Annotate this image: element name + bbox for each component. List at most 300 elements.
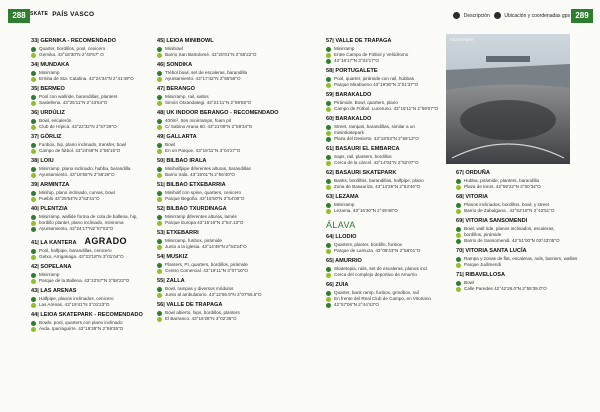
location-icon [326,303,331,308]
entry-line-text: 42°57'06"N 2°44'43"O [334,302,379,307]
description-icon [326,291,331,296]
location-icon [456,287,461,292]
skatepark-entry [31,38,171,58]
entry-line-text: Barrio Irala. 43°15'01"N 2°56'40"O [165,172,235,177]
entry-line-text: bordillo planter, plano inclinado, miniroma [39,220,124,225]
entry-title-text: 48| UK INDOOR BERANGO - RECOMENDADO [157,110,279,116]
entry-line [456,238,596,244]
entry-line-text: Trébol bowl, set de escaleras, barandilla [165,70,248,75]
entry-title-text: 36| URDÚLIZ [31,110,65,116]
entry-line [31,226,171,232]
skatepark-entry [157,86,297,106]
entry-line [326,302,466,308]
entry-line-text: Cerca del complejo deportivo de Amurrio [334,272,417,277]
entry-line-text: Avda. Iparraguirre. 43°19'38"N 2°59'35"O [39,326,124,331]
location-icon [326,161,331,166]
entry-line-text: Calle Paredes 42°42'26.0"N 2°55'39.0"O [464,286,547,291]
location-icon [456,209,461,214]
entry-line [157,292,297,298]
entry-line-text: minirskatepark [334,130,364,135]
entry-line-text: C/ Sabino Arana 60. 43°21'09"N 2°59'34"O [165,124,253,129]
description-icon [326,101,331,106]
entry-line-text: Sasiellena. 43°25'11"N 2°43'54"O [39,100,108,105]
entry-line [326,208,466,214]
entry-line-text: Street, rampas, barandillas, similar a un [334,124,415,129]
location-icon [326,59,331,64]
entry-line-text: Rampa y zonas de flat, escaleras, rails, barriers, wallies [464,256,578,261]
entry-line-text: Minirramp [39,70,60,75]
entry-title [157,230,297,236]
description-icon [31,143,36,148]
skatepark-entry [456,194,596,214]
skatepark-entry [31,86,171,106]
entry-title-text: 64| LLODIO [326,234,357,240]
entry-title [456,194,596,200]
description-icon [326,179,331,184]
entry-title-text: 50| BILBAO IRALA [157,158,207,164]
entry-line-text: 43°18'17"N 3°02'17"O [334,58,379,63]
entry-line-text: Pueblo 43°25'54"N 2°53'41"O [39,196,100,201]
entry-title [31,134,171,140]
entry-line-text: bordillos, pirámide [464,232,502,237]
location-icon [494,12,501,19]
entry-line [31,302,171,308]
location-icon [31,255,36,260]
entry-line [31,172,171,178]
column-left [31,38,171,336]
skatepark-entry [157,158,297,178]
header-prefix: SKATE [30,11,49,18]
entry-title-text: 37| GÓRLIZ [31,134,62,140]
description-icon [326,155,331,160]
entry-line-text: Hubba, pirámide, planters, barandilla [464,178,540,183]
entry-line-text: Planos inclinados, bordillos, bowl, y street [464,202,550,207]
entry-line-text: En un Parque. 43°19'11"N 3°04'27"O [165,148,241,153]
entry-title-text: 42| SOPELANA [31,264,72,270]
location-icon [157,221,162,226]
entry-line-text: Bowls, pool, quarters con plano inclinado [39,320,123,325]
entry-line [157,220,297,226]
entry-title-text: 55| ZALLA [157,278,185,284]
location-icon [31,327,36,332]
entry-line [157,244,297,250]
skatepark-entry [326,258,466,278]
location-icon [31,303,36,308]
location-icon [456,185,461,190]
skatepark-entry [31,182,171,202]
legend-description: Descripción [463,12,490,19]
skatepark-entry [157,134,297,154]
description-icon [31,71,36,76]
entry-line-text: Las Arenas. 43°19'41"N 3°01'23"O [39,302,110,307]
description-icon [456,257,461,262]
entry-line [326,272,466,278]
entry-title-text: 35| BERMEO [31,86,65,92]
entry-line-text: Minirramp, wallide forma de cola de ballena, hip, [39,214,138,219]
entry-title [31,62,171,68]
description-icon [31,297,36,302]
entry-title-text: 63| LEZAMA [326,194,359,200]
entry-line-text: Barrio de Zabalgana . 42°52'16"N 2°42'51"O [464,208,555,213]
entry-line-text: Plaza del Desierto. 43°18'03"N 2°59'13"O [334,136,419,141]
description-icon [31,249,36,254]
entry-title [157,254,297,260]
entry-title [157,86,297,92]
entry-title [326,194,466,200]
location-icon [157,101,162,106]
skatepark-entry [326,282,466,308]
entry-title [157,206,297,212]
entry-title [31,236,171,246]
entry-title-text: 58| PORTUGALETE [326,68,378,74]
location-icon [157,77,162,82]
description-icon [456,281,461,286]
entry-line-text: Saps, rail, planters, bordillos [334,154,392,159]
entry-line [326,136,466,142]
entry-title-text: 68| VITORIA [456,194,488,200]
entry-title [456,170,596,176]
description-icon [326,243,331,248]
skatepark-entry [157,254,297,274]
entry-title [456,248,596,254]
entry-title-text: 44| LEIOA SKATEPARK - RECOMENDADO [31,312,143,318]
skatepark-entry [157,62,297,82]
entry-title [157,302,297,308]
entry-title-text: 66| ZUIA [326,282,349,288]
location-icon [157,149,162,154]
entry-line-text: Minirramp, plano inclinado, hubba, barandilla [39,166,131,171]
description-icon [157,287,162,292]
entry-title-text: 62| BASAURI SKATEPARK [326,170,397,176]
entry-line [157,148,297,154]
photo-caption: SKATEPARK [450,38,475,42]
entry-line-text: Parque Europa 43°15'19"N 2°54'.13"O [165,220,244,225]
skatepark-entry [326,146,466,166]
entry-line [456,208,596,214]
entry-title-text: 41| LA KANTERA [31,240,77,246]
entry-line [157,172,297,178]
description-icon [326,267,331,272]
entry-line [31,148,171,154]
description-icon [453,12,460,19]
column-right-1 [326,38,466,312]
skatepark-entry [456,218,596,244]
entry-title-text: 71| RIBAVELLOSA [456,272,506,278]
entry-line [31,52,171,58]
location-icon [456,263,461,268]
location-icon [31,173,36,178]
page-number-left: 288 [8,9,30,23]
brand-logo: AGRADO [84,236,127,246]
skatepark-entry [456,272,596,292]
entry-title-text: 59| BARAKALDO [326,92,372,98]
description-icon [157,167,162,172]
entry-line-text: Zona de Basauriza. 43°14'35"N 2°53'46"O [334,184,421,189]
entry-line-text: Ayuntamiento. 43°16'55"N 2°56'26"O [39,172,115,177]
entry-line [157,268,297,274]
skatepark-entry [157,110,297,130]
entry-title-text: 47| BERANGO [157,86,195,92]
skatepark-entry [326,170,466,190]
entry-line-text: Ermita de Sta. Catalina. 43°24'34"N 2°41'49"O [39,76,134,81]
location-icon [326,209,331,214]
entry-line-text: Skatetopia, rails, set de escaleras, planos incl. [334,266,429,271]
entry-title-text: 56| VALLE DE TRAPAGA [157,302,223,308]
skatepark-entry [157,230,297,250]
skatepark-entry [31,206,171,232]
description-icon [157,239,162,244]
skatepark-entry [31,312,171,332]
entry-line-text: En frente del Real Club de Campo, en Vitoriano [334,296,431,301]
entry-title-text: 52| BILBAO TXURDINAGA [157,206,227,212]
entry-line-text: Minihalfpipe diferentes alturas, barandillas [165,166,251,171]
description-icon [157,71,162,76]
entry-line-text: 400m², tres minirramps, foam pit [165,118,232,123]
entry-line-text: Centro Comercial. 43°19'11"N 3°07'10"O [165,268,248,273]
entry-line-text: Parque de Lamuza. 43°08'43"N 2°58'01"O [334,248,421,253]
location-icon [326,137,331,142]
entry-line-text: Bowl, escalerón [39,118,72,123]
description-icon [31,167,36,172]
location-icon [157,317,162,322]
location-icon [157,245,162,250]
entry-title-text: 60| BARAKALDO [326,116,372,122]
entry-line-text: Minihalf con spine, quarters, cenicero [165,190,242,195]
entry-line-text: Planters, PI, quarters, bordillos, pirámide [165,262,248,267]
entry-line-text: Minirramp [334,46,355,51]
entry-title [31,158,171,164]
skatepark-entry [31,236,171,260]
location-icon [456,233,461,238]
entry-line-text: Parque Mirabueno 43°19'30"N 3°01'37"O [334,82,419,87]
entry-line [157,76,297,82]
location-icon [31,101,36,106]
entry-title [31,264,171,270]
entry-line-text: Getxo, Arriganaga. 43°23'18"N 3°01'04"O [39,254,124,259]
location-icon [31,125,36,130]
entry-line-text: Quarter, bank ramp, funbox, grindbox, rail [334,290,419,295]
skatepark-entry [31,158,171,178]
entry-line [157,196,297,202]
description-icon [31,273,36,278]
column-right-2 [456,170,596,296]
entry-line [31,124,171,130]
entry-line [326,106,466,112]
entry-line-text: Plaza de toros. 42°59'22"N 3°00'34"O [464,184,541,189]
skatepark-entry [326,194,466,214]
entry-line [157,100,297,106]
location-icon [31,77,36,82]
description-icon [31,95,36,100]
entry-title-text: 51| BILBAO ETXEBARRIA [157,182,226,188]
entry-line-text: Junto al ambulatorio. 43°12'55.9"N 3°07'55.5"O [165,292,262,297]
entry-line [326,248,466,254]
entry-line [157,316,297,322]
description-icon [157,143,162,148]
entry-line-text: Simón Otxandategi. 43°21'11"N 2°59'55"O [165,100,252,105]
skatepark-entry [326,234,466,254]
description-icon [31,215,36,220]
page-number-right: 289 [571,9,593,23]
description-icon [326,203,331,208]
description-icon [157,191,162,196]
entry-line-text: Minirramp, rail, saltos [165,94,209,99]
column-middle [157,38,297,326]
entry-line-text: Entre Campo de Fútbol y Velódromo [334,52,409,57]
entry-line-text: Minirramp [334,202,355,207]
entry-line-text: Minihip, plano inclinado, curvas, bowl [39,190,115,195]
skatepark-entry [157,206,297,226]
skatepark-entry [326,68,466,88]
entry-line-text: Funbox, hip, plano inclinado, transfer, bowl [39,142,127,147]
entry-line-text: Gernika. 43°18'30"N 2°40'57" O [39,52,104,57]
entry-line [31,326,171,332]
entry-line [31,254,171,260]
location-icon [326,273,331,278]
entry-line-text: Campo de Fútbol. Luceruno. 43°18'11"N 2°59'07"O [334,106,439,111]
description-icon [31,321,36,326]
description-icon [456,227,461,232]
skatepark-entry [326,92,466,112]
entry-line-text: El Barranco. 43°16'28"N 3°02'35"O [165,316,237,321]
entry-title-text: 38| LOIU [31,158,54,164]
entry-title [157,62,297,68]
skatepark-entry [157,302,297,322]
entry-line [326,184,466,190]
description-icon [31,191,36,196]
entry-title [157,182,297,188]
entry-line-text: Quarter, bordillos, pool, cenicero [39,46,106,51]
entry-line-text: Pool, quarter, pirámide con rail, hubbas [334,76,414,81]
entry-line-text: Bowl abierto, hips, bordillos, planters [165,310,240,315]
entry-line-text: Barrio San Bartolomé. 43°20'01"N 2°58'22"O [165,52,257,57]
entry-title [157,38,297,44]
location-icon [157,173,162,178]
description-icon [157,215,162,220]
entry-title [31,86,171,92]
description-icon [326,47,331,52]
location-icon [157,125,162,130]
location-icon [157,53,162,58]
description-icon [157,119,162,124]
entry-title-text: 39| ARMINTZA [31,182,70,188]
skatepark-entry [31,110,171,130]
location-icon [31,221,36,226]
skatepark-entry [157,182,297,202]
skatepark-entry [157,38,297,58]
description-icon [31,47,36,52]
description-icon [157,263,162,268]
entry-title-text: 69| VITORIA SANSOMENDI [456,218,528,224]
location-icon [326,297,331,302]
entry-line-text: Minibowl [165,46,183,51]
entry-line-text: Bowl [464,280,474,285]
skatepark-entry [456,170,596,190]
entry-line [31,100,171,106]
entry-title [31,206,171,212]
entry-line-text: Bowl, rampas y diversos módulos [165,286,234,291]
entry-line-text: Pirámide. Bowl, quarters, plano [334,100,398,105]
entry-title [326,146,466,152]
entry-title-text: 61| BASAURI EL EMBARCA [326,146,400,152]
location-icon [456,239,461,244]
entry-line-text: Minirramp [39,272,60,277]
entry-line-text: Barrio de Sansomendi. 42°51'00"N 02°43'05"O [464,238,560,243]
entry-line-text: Pool, halfpipe, barandillas, cenicero [39,248,112,253]
location-icon [326,249,331,254]
description-icon [157,95,162,100]
entry-title [31,110,171,116]
entry-line [456,262,596,268]
entry-line-text: Lezama. 43°16'30"N 2°49'48"O [334,208,398,213]
skatepark-entry [456,248,596,268]
entry-line [326,82,466,88]
entry-title-text: 33| GERNIKA - RECOMENDADO [31,38,116,44]
entry-title-text: 57| VALLE DE TRAPAGA [326,38,392,44]
entry-line-text: Quarters, planter, bordillo, funbox [334,242,402,247]
skatepark-entry [326,38,466,64]
entry-line [326,58,466,64]
entry-line-text: Parque Begoña. 43°15'50"N 2°54'06"O [165,196,245,201]
entry-title [157,134,297,140]
entry-title-text: 65| AMURRIO [326,258,362,264]
entry-line [456,286,596,292]
entry-line [456,184,596,190]
legend-location: Ubicación y coordenadas gps [504,12,570,19]
location-icon [157,269,162,274]
entry-title [326,170,466,176]
entry-title [326,92,466,98]
location-icon [31,227,36,232]
entry-title-text: 70| VITORIA SANTA LUCÍA [456,248,527,254]
location-icon [31,279,36,284]
entry-line-text: Ayuntamiento. 43°24'17"N2°57'03"O [39,226,114,231]
entry-title [456,218,596,224]
entry-title [157,278,297,284]
entry-title [326,282,466,288]
description-icon [456,179,461,184]
entry-line [31,278,171,284]
description-icon [157,311,162,316]
entry-line-text: Minirramp, funbox, pirámide [165,238,222,243]
entry-line-text: Cerca de la cárcel. 43°14'04"N 2°52'07"O [334,160,419,165]
description-icon [326,125,331,130]
entry-line-text: Pool con wallride, barandillas, planters [39,94,118,99]
location-icon [326,185,331,190]
entry-line-text: Parque Judimendi [464,262,502,267]
entry-line [31,76,171,82]
entry-line-text: Halfpipe, planos inclinados, cenicero [39,296,114,301]
location-icon [326,107,331,112]
entry-line [31,196,171,202]
entry-title [326,258,466,264]
entry-title [326,116,466,122]
page-header-left [30,11,94,18]
location-icon [157,293,162,298]
entry-title-text: 40| PLENTZIA [31,206,68,212]
location-icon [326,53,331,58]
skatepark-entry [31,62,171,82]
entry-title-text: 54| MUSKIZ [157,254,188,260]
entry-line-text: Campo de fútbol. 43°24'59"N 2°56'15"O [39,148,121,153]
entry-title [31,288,171,294]
header-title: PAÍS VASCO [52,11,95,18]
entry-line-text: Junto a la iglesia. 43°14'49"N 2°53'24"O [165,244,247,249]
entry-title-text: 34| MUNDAKA [31,62,70,68]
skatepark-entry [31,264,171,284]
entry-title-text: 67| ORDUÑA [456,170,490,176]
entry-line [157,52,297,58]
